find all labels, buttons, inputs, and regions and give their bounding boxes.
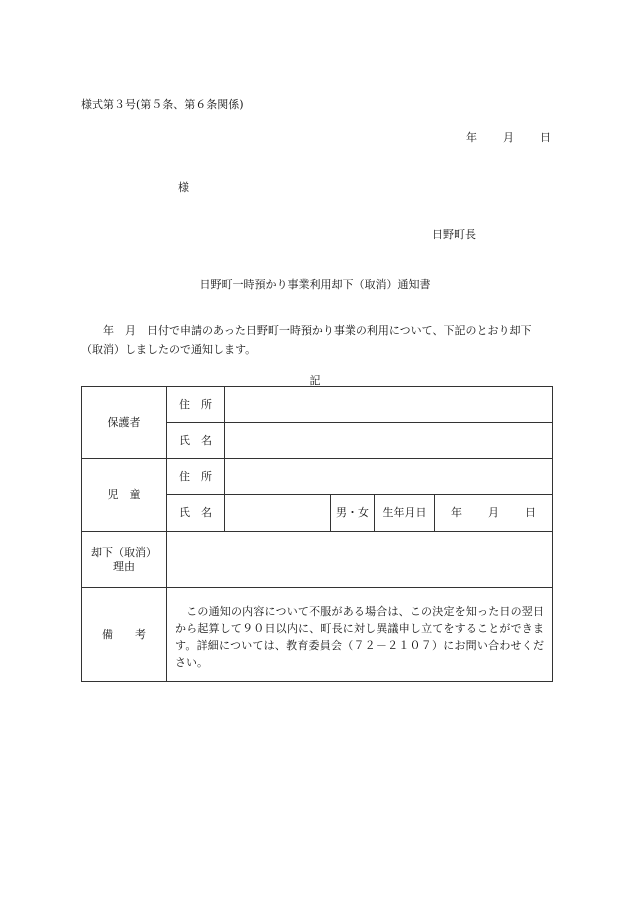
birth-day: 日 [525,506,536,519]
birth-month: 月 [488,506,499,519]
birthdate-field[interactable] [435,495,553,532]
reason-label [82,532,167,588]
date-month: 月 [503,131,514,144]
issuer: 日野町長 [432,228,476,241]
child-label: 児 童 [82,459,167,532]
reason-label-line2: 理由 [113,559,135,573]
body-text-content: 年 月 日付で申請のあった日野町一時預かり事業の利用について、下記のとおり却下（取消）しましたので通知します。 [81,324,532,356]
date-day: 日 [540,131,551,144]
sex-options[interactable]: 男・女 [331,495,375,532]
child-name-field[interactable] [225,495,331,532]
reason-field[interactable] [167,532,553,588]
child-address-field[interactable] [225,459,553,495]
ki-heading: 記 [309,374,321,387]
guardian-address-label: 住 所 [167,387,225,423]
remarks-label: 備 考 [82,588,167,682]
remarks-text: この通知の内容について不服がある場合は、この決定を知った日の翌日から起算して９０日以内に、町長に対し異議申し立てをすることができます。詳細については、教育委員会（７２－２１０７）にお問い合わせください。 [167,588,553,682]
date-year: 年 [466,131,477,144]
birthdate-label: 生年月日 [375,495,435,532]
guardian-label: 保護者 [82,387,167,459]
form-number: 様式第３号(第５条、第６条関係) [81,98,244,111]
birth-year: 年 [451,506,462,519]
reason-label-line1: 却下（取消） [91,545,157,559]
body-text [81,321,551,359]
child-address-label: 住 所 [167,459,225,495]
document-title: 日野町一時預かり事業利用却下（取消）通知書 [199,278,431,291]
guardian-name-label: 氏 名 [167,423,225,459]
issue-date [466,129,551,145]
guardian-name-field[interactable] [225,423,553,459]
notice-table [81,386,553,682]
guardian-address-field[interactable] [225,387,553,423]
addressee: 様 [178,181,189,194]
child-name-label: 氏 名 [167,495,225,532]
